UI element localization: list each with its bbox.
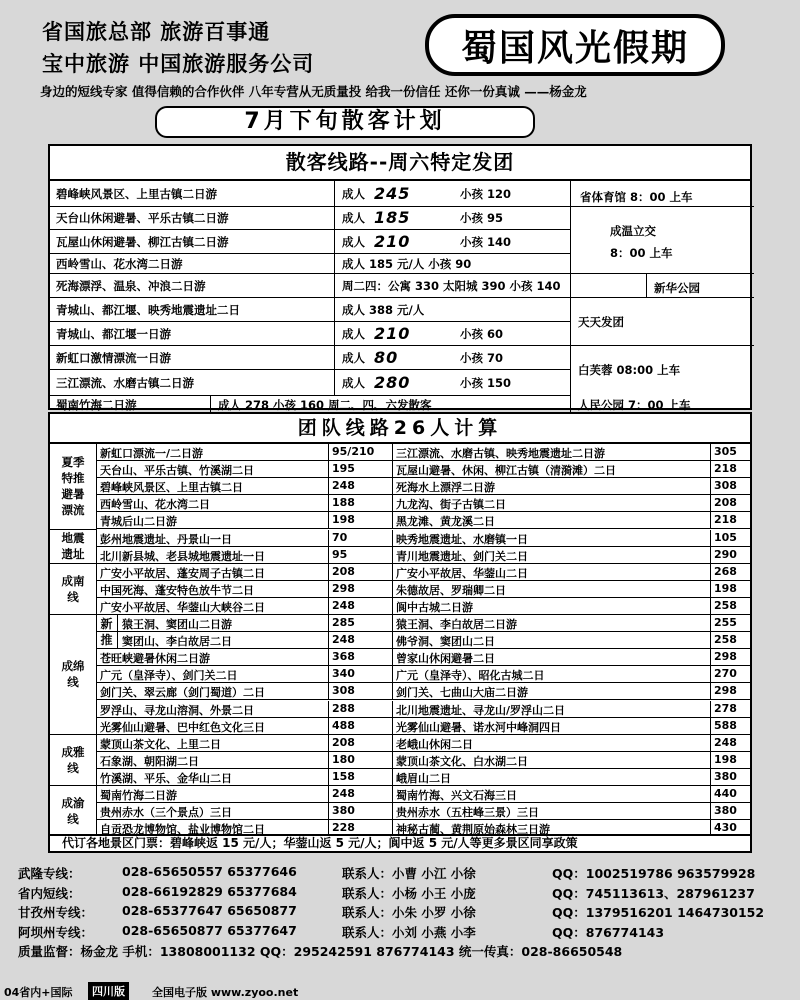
cell-divider [392,547,393,563]
row-divider [50,395,570,396]
plan-title: 7月下旬散客计划 [155,106,535,138]
divider [570,181,571,430]
price-b: 308 [714,479,737,493]
route-a: 罗浮山、寻龙山溶洞、外景二日 [100,703,254,717]
contact-people: 联系人：小刘 小燕 小李 [342,924,476,940]
price-a: 198 [332,513,355,527]
divider [210,395,211,412]
cell-divider [710,666,711,682]
child-price: 小孩 140 [460,235,512,249]
cell-divider [710,512,711,528]
category-label: 地震遗址 [50,530,96,564]
price-a: 340 [332,667,355,681]
route-name: 三江漂流、水磨古镇二日游 [56,376,194,390]
route-name: 碧峰峡风景区、上里古镇二日游 [56,187,217,201]
line-name: 省内短线： [18,885,81,901]
adult-label: 成人 [342,235,365,249]
price-a: 95/210 [332,445,375,458]
child-price: 小孩 120 [460,187,512,201]
cell-divider [710,752,711,768]
price-a: 208 [332,564,355,578]
price-b: 588 [714,718,737,732]
divider [334,181,335,395]
cell-divider [392,461,393,477]
price-a: 248 [332,479,355,493]
cell-divider [710,632,711,648]
phone-numbers: 028-65650557 65377646 [122,864,297,879]
child-price: 小孩 60 [460,327,504,341]
price-a: 248 [332,787,355,800]
cell-divider [392,718,393,734]
price-a: 195 [332,462,355,476]
cell-divider [328,632,329,648]
route-b: 三江漂流、水磨古镇、映秀地震遗址二日游 [396,447,605,460]
route-a: 窦团山、李白故居二日 [122,635,232,649]
cell-divider [328,495,329,511]
cell-divider [328,547,329,563]
table-row [96,478,750,495]
line-name: 阿坝州专线： [18,924,94,940]
table-row [96,581,750,598]
brand-text: 蜀国风光假期 [460,26,689,69]
cell-divider [328,820,329,836]
price-b: 380 [714,804,737,818]
cell-divider [328,752,329,768]
route-a: 苍旺峡避暑休闲二日游 [100,652,210,666]
cell-divider [392,495,393,511]
contact-line [18,903,798,921]
table-row [96,598,750,615]
cell-divider [710,683,711,699]
contact-line [18,884,798,902]
table-row [96,649,750,666]
adult-label: 成人 [342,187,365,201]
depart-3: 新华公园 [654,281,700,295]
table1-title: 散客线路--周六特定发团 [50,146,750,181]
cell-divider [392,683,393,699]
table-row [96,683,750,700]
cell-divider [392,752,393,768]
cell-divider [392,615,393,631]
cell-divider [328,666,329,682]
cell-divider [328,735,329,751]
price-b: 270 [714,667,737,681]
adult-label: 成人 [342,376,365,390]
route-b: 曾家山休闲避暑二日 [396,652,495,666]
cell-divider [328,598,329,614]
row-divider [50,321,570,322]
phone-numbers: 028-66192829 65377684 [122,883,297,899]
depart-1: 省体育馆 8：00 上车 [580,190,693,204]
price-a: 188 [332,496,355,510]
cell-divider [328,581,329,597]
cell-divider [392,598,393,614]
table-row [96,512,750,529]
cell-divider [328,615,329,631]
price-b: 305 [714,445,737,458]
row-divider [50,229,570,230]
price-b: 218 [714,513,737,527]
route-a: 竹溪湖、平乐、金华山二日 [100,771,232,785]
cell-divider [328,444,329,460]
header-line-1: 省国旅总部 旅游百事通 [42,20,271,44]
route-b: 猿王洞、李白故居二日游 [396,618,517,631]
cell-divider [328,769,329,785]
cell-divider [392,444,393,460]
route-name: 青城山、都江堰、映秀地震遗址二日 [56,303,240,317]
route-a: 蒙顶山茶文化、上里二日 [100,737,221,751]
price-a: 180 [332,752,355,766]
group-routes-table [48,412,752,836]
table-row [96,461,750,478]
adult-price: 280 [374,373,411,392]
footer-tag: 四川版 [88,982,129,1000]
last-route: 蜀南竹海二日游 [56,398,137,412]
route-b: 死海水上漂浮二日游 [396,481,495,495]
route-name: 死海漂浮、温泉、冲浪二日游 [56,279,206,293]
divider [570,297,754,298]
price-b: 258 [714,598,737,612]
category-label: 夏季特推避暑漂流 [50,444,96,530]
route-a: 广安小平故居、蓬安周子古镇二日 [100,566,265,580]
footer-right: 全国电子版 www.zyoo.net [152,986,299,999]
route-price: 成人 185 元/人 小孩 90 [342,257,472,271]
route-a: 彭州地震遗址、丹景山一日 [100,532,232,546]
route-a: 蜀南竹海二日游 [100,789,177,802]
price-a: 308 [332,684,355,698]
route-b: 黑龙滩、黄龙溪二日 [396,515,495,529]
route-b: 朱德故居、罗瑞卿二日 [396,583,506,597]
route-b: 光雾仙山避暑、诺水河中峰洞四日 [396,720,561,734]
price-a: 248 [332,598,355,612]
cell-divider [710,444,711,460]
route-name: 新虹口激情漂流一日游 [56,351,171,365]
table-row [96,564,750,581]
table2-title: 团队线路26人计算 [50,414,750,444]
contact-line [18,864,798,882]
route-price: 周二四：公寓 330 太阳城 390 小孩 140 [342,279,561,293]
cell-divider [392,649,393,665]
route-a: 青城后山二日游 [100,515,177,529]
price-b: 208 [714,496,737,510]
route-a: 猿王洞、窦团山二日游 [122,618,232,631]
price-a: 298 [332,581,355,595]
adult-price: 210 [374,232,411,251]
cell-divider [392,564,393,580]
table-row [96,752,750,769]
price-b: 380 [714,769,737,783]
row-divider [50,273,570,274]
cell-divider [710,564,711,580]
route-a: 石象湖、朝阳湖二日 [100,754,199,768]
table-row [96,803,750,820]
cell-divider [392,530,393,546]
cell-divider [392,512,393,528]
brand-logo [425,14,725,76]
cell-divider [392,820,393,836]
route-a: 碧峰峡风景区、上里古镇二日 [100,481,243,495]
adult-label: 成人 [342,351,365,365]
route-b: 蜀南竹海、兴文石海三日 [396,789,517,802]
category-label: 成绵线 [50,615,96,735]
price-b: 278 [714,701,737,715]
adult-label: 成人 [342,211,365,225]
price-b: 430 [714,821,737,835]
price-b: 198 [714,581,737,595]
cell-divider [392,632,393,648]
route-b: 神秘古蔺、黄荆原始森林三日游 [396,823,550,837]
price-b: 268 [714,564,737,578]
table-row [96,530,750,547]
table-row [96,547,750,564]
route-b: 瓦屋山避暑、休闲、柳江古镇（清漪滩）二日 [396,464,616,478]
cell-divider [328,701,329,717]
row-divider [50,206,570,207]
price-b: 255 [714,616,737,629]
route-name: 天台山休闲避暑、平乐古镇二日游 [56,211,229,225]
route-a: 光雾仙山避暑、巴中红色文化三日 [100,720,265,734]
price-a: 488 [332,718,355,732]
contact-line [18,923,798,941]
adult-price: 185 [374,208,411,227]
route-a: 天台山、平乐古镇、竹溪湖二日 [100,464,254,478]
cell-divider [710,478,711,494]
category-label: 成雅线 [50,735,96,786]
price-a: 248 [332,633,355,647]
row-divider [50,369,570,370]
price-a: 380 [332,804,355,818]
row-divider [50,345,570,346]
price-a: 158 [332,769,355,783]
table-row [96,718,750,735]
price-b: 218 [714,462,737,476]
price-b: 248 [714,735,737,749]
divider [570,206,754,207]
cell-divider [710,718,711,734]
divider [96,444,97,838]
divider [570,273,754,274]
cell-divider [710,615,711,631]
table-row [96,666,750,683]
table-row [96,769,750,786]
cell-divider [710,495,711,511]
route-a: 北川新县城、老县城地震遗址一日 [100,549,265,563]
line-name: 甘孜州专线： [18,905,94,920]
cell-divider [328,649,329,665]
route-b: 北川地震遗址、寻龙山/罗浮山二日 [396,703,566,717]
price-b: 258 [714,633,737,647]
adult-price: 245 [374,184,411,203]
child-price: 小孩 95 [460,211,504,225]
cell-divider [392,786,393,802]
child-price: 小孩 70 [460,351,504,365]
route-b: 贵州赤水（五柱峰三景）三日 [396,806,539,820]
cell-divider [710,547,711,563]
adult-label: 成人 [342,327,365,341]
route-name: 瓦屋山休闲避暑、柳江古镇二日游 [56,235,229,249]
footer-left: 04省内+国际 [4,986,73,999]
contact-people: 联系人：小朱 小罗 小徐 [342,905,476,920]
adult-price: 210 [374,324,411,343]
table-row [96,820,750,837]
price-a: 208 [332,735,355,749]
route-b: 九龙沟、街子古镇二日 [396,498,506,512]
price-a: 70 [332,530,348,544]
cell-divider [710,649,711,665]
row-divider [50,253,570,254]
cell-divider [710,735,711,751]
cell-divider [328,803,329,819]
row-divider [50,297,570,298]
phone-numbers: 028-65377647 65650877 [122,903,297,918]
depart-4: 天天发团 [578,315,624,329]
price-b: 198 [714,752,737,766]
table-row [96,786,750,803]
cell-divider [392,478,393,494]
ticket-note: 代订各地景区门票：碧峰峡返 15 元/人；华蓥山返 5 元/人；阆中返 5 元/人等更多景区同享政策 [48,836,752,853]
cell-divider [710,803,711,819]
route-b: 峨眉山二日 [396,771,451,785]
adult-price: 80 [374,348,399,367]
route-b: 广安小平故居、华蓥山二日 [396,566,528,580]
category-label: 成南线 [50,564,96,615]
route-b: 剑门关、七曲山大庙二日游 [396,686,528,700]
route-a: 西岭雪山、花水湾二日 [100,498,210,512]
price-a: 288 [332,701,355,715]
individual-routes-table [48,144,752,410]
cell-divider [392,735,393,751]
route-b: 阆中古城二日游 [396,600,473,614]
route-a: 剑门关、翠云廊（剑门蜀道）二日 [100,686,265,700]
qq-numbers: QQ：876774143 [552,924,665,940]
price-a: 285 [332,616,355,629]
cell-divider [710,769,711,785]
route-name: 西岭雪山、花水湾二日游 [56,257,183,271]
contact-people: 联系人：小曹 小江 小徐 [342,866,476,881]
cell-divider [392,581,393,597]
cell-divider [328,786,329,802]
cell-divider [392,666,393,682]
price-a: 228 [332,821,355,835]
supervisor-line: 质量监督：杨金龙 手机：13808001132 QQ：295242591 876774143 统一传真：028-86650548 [18,944,623,959]
cell-divider [328,530,329,546]
divider [646,273,647,297]
price-b: 105 [714,530,737,544]
route-a: 自贡恐龙博物馆、盐业博物馆二日 [100,823,265,837]
category-label: 成渝线 [50,786,96,837]
price-b: 298 [714,684,737,698]
price-b: 298 [714,650,737,664]
route-b: 映秀地震遗址、水磨镇一日 [396,532,528,546]
cell-divider [710,701,711,717]
cell-divider [328,478,329,494]
qq-numbers: QQ：1379516201 1464730152 [552,905,765,920]
table-row [96,495,750,512]
cell-divider [710,530,711,546]
phone-numbers: 028-65650877 65377647 [122,922,297,938]
qq-numbers: QQ：1002519786 963579928 [552,866,756,881]
cell-divider [710,598,711,614]
route-b: 蒙顶山茶文化、白水湖二日 [396,754,528,768]
footer [0,982,800,1000]
qq-numbers: QQ：745113613、287961237 [552,885,755,901]
depart-5: 白芙蓉 08:00 上车 [578,363,681,377]
route-b: 青川地震遗址、剑门关二日 [396,549,528,563]
slogan: 身边的短线专家 值得信赖的合作伙伴 八年专营从无质量投 给我一份信任 还你一份真诚 ——杨金龙 [40,84,587,99]
table-row [96,444,750,461]
cell-divider [328,718,329,734]
depart-2b: 8：00 上车 [610,246,673,260]
table-row [96,615,750,632]
route-b: 老峨山休闲二日 [396,737,473,751]
cell-divider [328,512,329,528]
cell-divider [710,786,711,802]
depart-2a: 成温立交 [610,224,656,238]
route-name: 青城山、都江堰一日游 [56,327,171,341]
cell-divider [392,803,393,819]
table-row [96,701,750,718]
cell-divider [710,820,711,836]
child-price: 小孩 150 [460,376,512,390]
price-b: 440 [714,787,737,800]
new-route-label: 新推 [96,615,118,649]
line-name: 武隆专线： [18,866,81,881]
route-a: 新虹口漂流一/二日游 [100,447,204,460]
cell-divider [710,461,711,477]
route-b: 广元（皇泽寺）、昭化古城二日 [396,669,545,683]
route-b: 佛爷洞、窦团山二日 [396,635,495,649]
cell-divider [392,769,393,785]
cell-divider [392,701,393,717]
route-price: 成人 388 元/人 [342,303,425,317]
route-a: 贵州赤水（三个景点）三日 [100,806,232,820]
route-a: 中国死海、蓬安特色放牛节二日 [100,583,254,597]
price-a: 95 [332,547,348,561]
cell-divider [328,683,329,699]
route-a: 广安小平故居、华蓥山大峡谷二日 [100,600,265,614]
last-depart: 人民公园 7：00 上车 [578,398,691,412]
divider [570,345,754,346]
route-a: 广元（皇泽寺）、剑门关二日 [100,669,238,683]
cell-divider [328,461,329,477]
table-row [96,632,750,649]
contact-people: 联系人：小杨 小王 小庞 [342,885,476,901]
cell-divider [710,581,711,597]
table-row [96,735,750,752]
price-b: 290 [714,547,737,561]
price-a: 368 [332,650,355,664]
last-price: 成人 278 小孩 160 周二、四、六发散客 [218,398,432,412]
header-line-2: 宝中旅游 中国旅游服务公司 [42,52,315,76]
cell-divider [328,564,329,580]
